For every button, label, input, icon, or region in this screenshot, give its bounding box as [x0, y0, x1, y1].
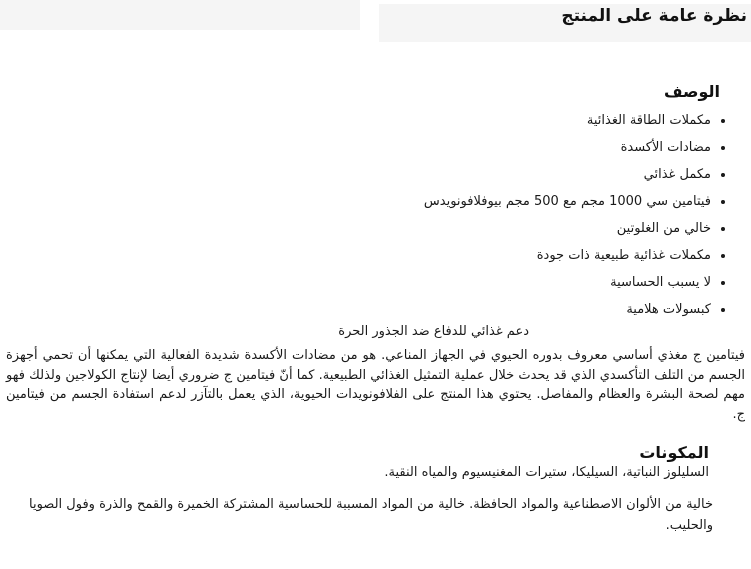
- ingredients-heading: المكونات: [639, 443, 709, 462]
- product-details: [0, 82, 751, 536]
- description-paragraph: فيتامين ج مغذي أساسي معروف بدوره الحيوي في الجهاز المناعي. هو من مضادات الأكسدة شديدة الفعالية التي يمكنها أن تحمي أجهزة الجسم من التلف التأكسدي الذي قد يحدث خلال عملية التمثيل الغذائي الطبيعية. كما أنّ فيتامين ج ضروري أيضا لإنتاج الكولاجين ولذلك فهو مهم لصحة البشرة والعظام والمفاصل. يحتوي هذا المنتج على الفلافونويدات الحيوية، الذي يعمل بالتآزر لدعم استفادة الجسم من فيتامين ج.: [6, 348, 745, 422]
- description-tagline: دعم غذائي للدفاع ضد الجذور الحرة: [338, 324, 529, 339]
- list-item: • مكمل غذائي: [0, 161, 711, 188]
- list-item: • مضادات الأكسدة: [0, 134, 711, 161]
- tab-placeholder-left[interactable]: [0, 0, 360, 30]
- list-item: • خالي من الغلوتين: [0, 215, 711, 242]
- list-item: • مكملات غذائية طبيعية ذات جودة: [0, 242, 711, 269]
- list-item: • مكملات الطاقة الغذائية: [0, 107, 711, 134]
- description-heading: الوصف: [663, 82, 720, 101]
- free-from-text: خالية من الألوان الاصطناعية والمواد الحافظة. خالية من المواد المسببة للحساسية المشتركة الخميرة والقمح والذرة وفول الصويا والحليب.: [29, 497, 713, 533]
- list-item: • فيتامين سي 1000 مجم مع 500 مجم بيوفلافونويدس: [0, 188, 711, 215]
- feature-list: [0, 107, 751, 323]
- list-item: • كبسولات هلامية: [0, 296, 711, 323]
- list-item: • لا يسبب الحساسية: [0, 269, 711, 296]
- ingredients-text: السليلوز النباتية، السيليكا، ستيرات المغنيسيوم والمياه النقية.: [384, 465, 709, 480]
- page-title: نظرة عامة على المنتج: [561, 6, 747, 26]
